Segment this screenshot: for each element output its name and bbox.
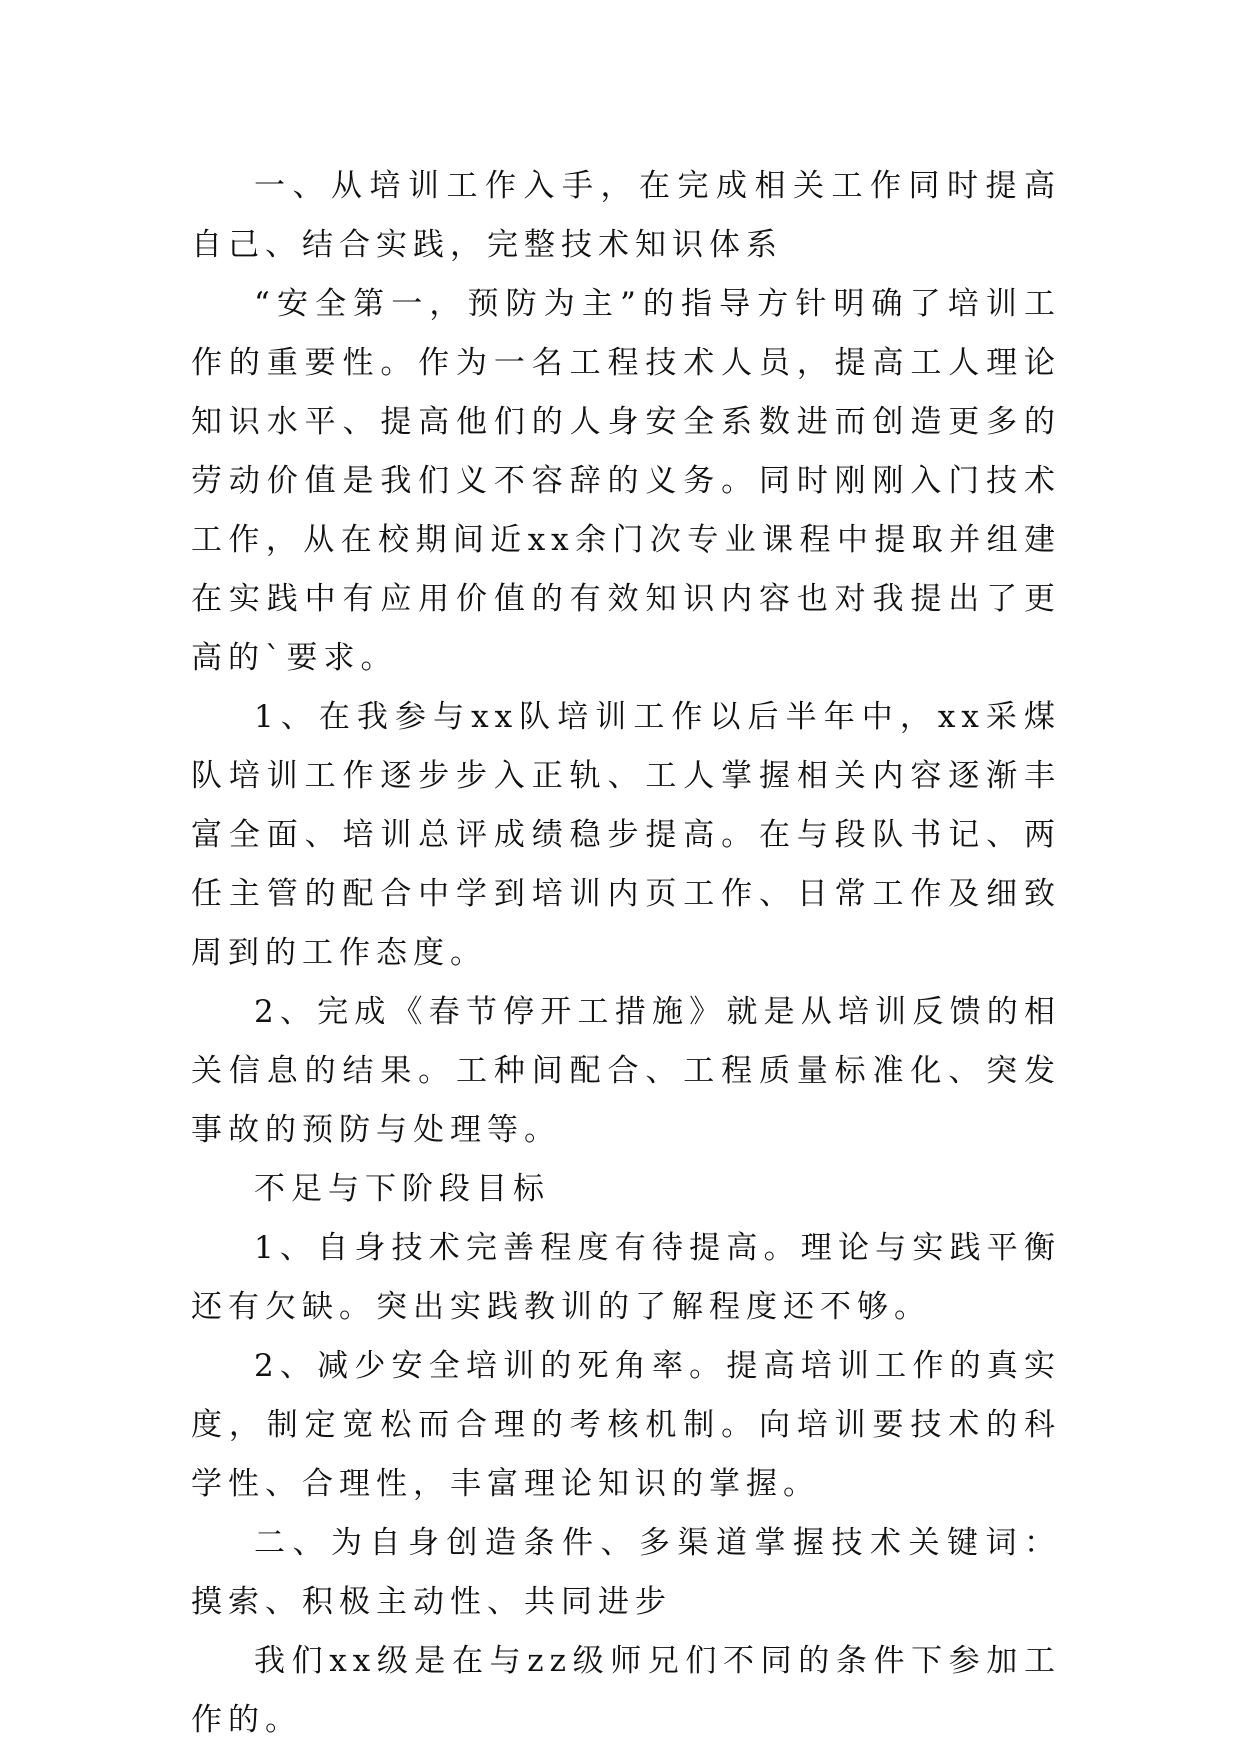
paragraph-training-importance: “安全第一，预防为主”的指导方针明确了培训工作的重要性。作为一名工程技术人员，提高工人理论知识水平、提高他们的人身安全系数进而创造更多的劳动价值是我们义不容辞的义务。同时刚刚入门技术工作，从在校期间近xx余门次专业课程中提取并组建在实践中有应用价值的有效知识内容也对我提出了更高的`要求。 <box>191 286 1061 676</box>
paragraph-item-2: 2、完成《春节停开工措施》就是从培训反馈的相关信息的结果。工种间配合、工程质量标准化、突发事故的预防与处理等。 <box>191 994 1061 1148</box>
paragraph-goal-1: 1、自身技术完善程度有待提高。理论与实践平衡还有欠缺。突出实践教训的了解程度还不够。 <box>191 1230 1061 1325</box>
section-heading-1: 一、从培训工作入手，在完成相关工作同时提高自己、结合实践，完整技术知识体系 <box>191 168 1061 263</box>
paragraph-goal-2: 2、减少安全培训的死角率。提高培训工作的真实度，制定宽松而合理的考核机制。向培训要技术的科学性、合理性，丰富理论知识的掌握。 <box>191 1348 1061 1502</box>
paragraph-last: 我们xx级是在与zz级师兄们不同的条件下参加工作的。 <box>191 1643 1061 1738</box>
section-heading-2: 二、为自身创造条件、多渠道掌握技术关键词：摸索、积极主动性、共同进步 <box>191 1525 1061 1620</box>
subheading-shortcomings: 不足与下阶段目标 <box>254 1171 550 1207</box>
document-body <box>191 157 1061 1750</box>
paragraph-item-1: 1、在我参与xx队培训工作以后半年中，xx采煤队培训工作逐步步入正轨、工人掌握相关内容逐渐丰富全面、培训总评成绩稳步提高。在与段队书记、两任主管的配合中学到培训内页工作、日常工作及细致周到的工作态度。 <box>191 699 1061 971</box>
